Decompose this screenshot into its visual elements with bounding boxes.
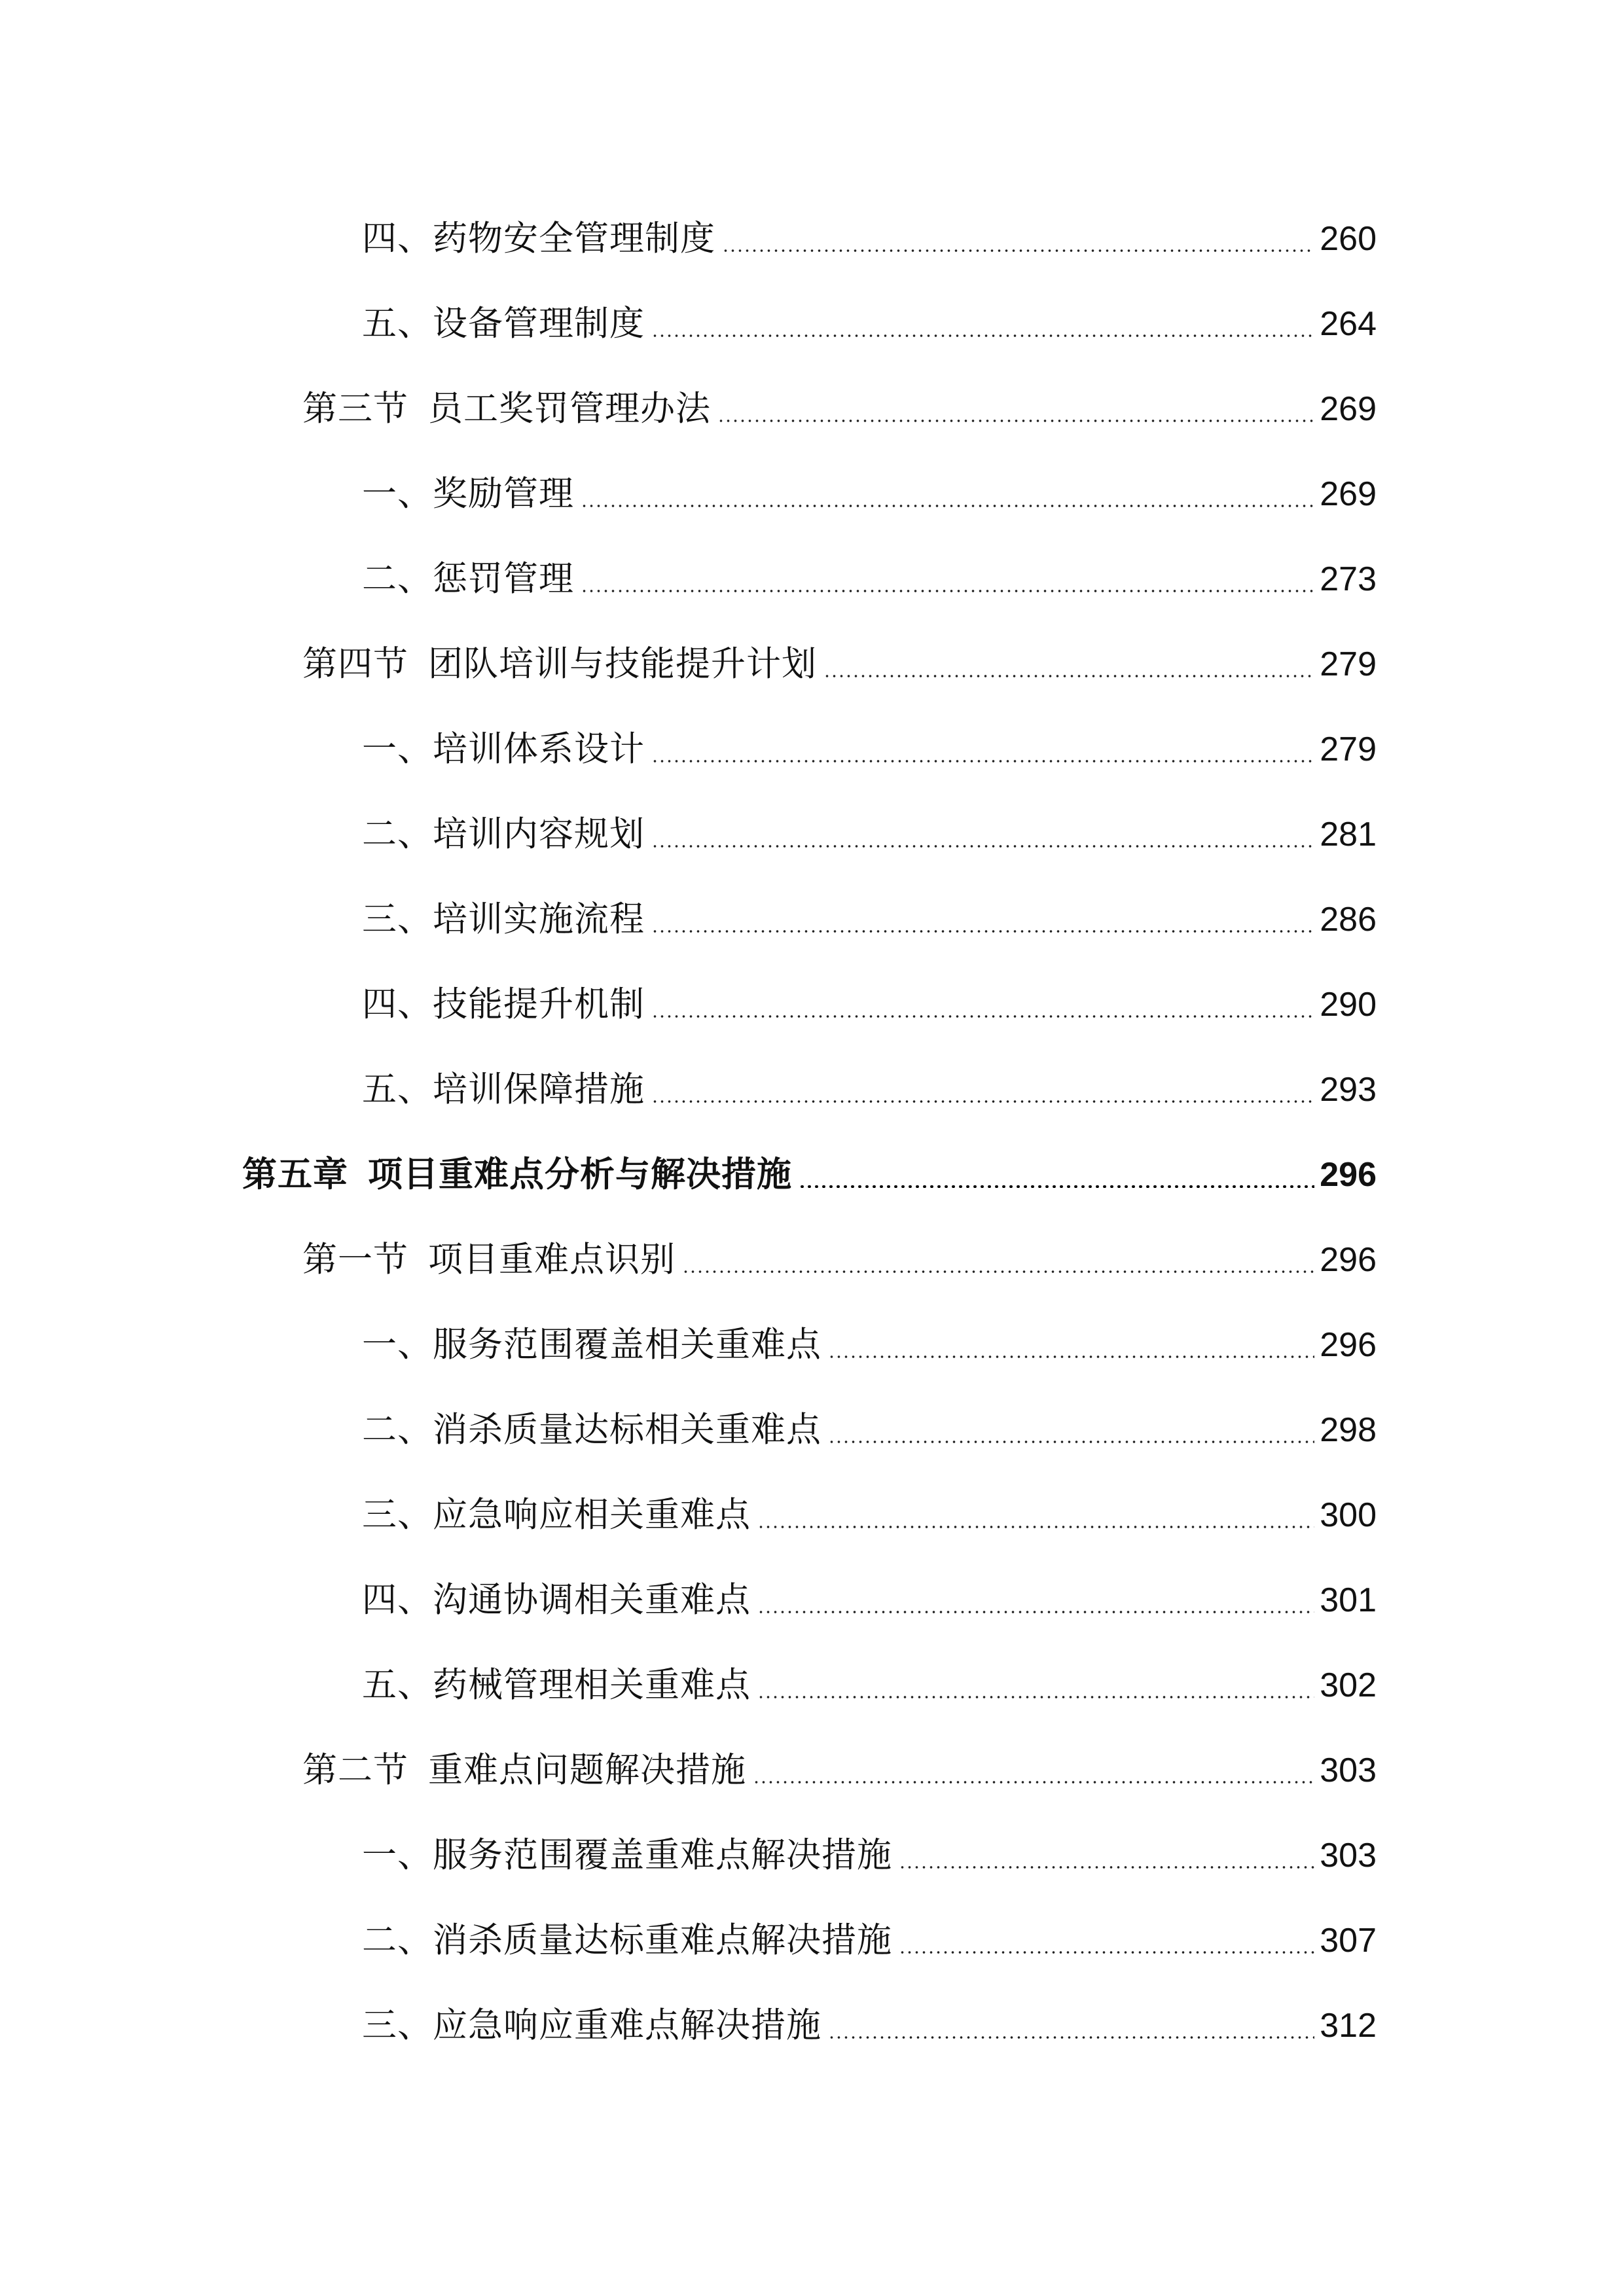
toc-entry-number: 一、 — [362, 474, 433, 514]
toc-entry-title: 培训内容规划 — [433, 814, 645, 854]
toc-entry[interactable] — [362, 893, 1377, 946]
toc-entry-page: 273 — [1320, 560, 1377, 598]
toc-entry-number: 五、 — [362, 1069, 433, 1109]
toc-entry[interactable] — [362, 1319, 1377, 1371]
toc-entry-page: 296 — [1320, 1326, 1377, 1364]
toc-entry-number: 第五章 — [242, 1155, 348, 1194]
toc-entry-number: 五、 — [362, 1665, 433, 1705]
toc-entry-title: 应急响应重难点解决措施 — [433, 2005, 821, 2045]
toc-entry-number: 二、 — [362, 1920, 433, 1960]
toc-entry[interactable] — [362, 1914, 1377, 1967]
toc-entry-page: 281 — [1320, 816, 1377, 853]
toc-entry-title: 员工奖罚管理办法 — [428, 389, 711, 429]
toc-entry-label — [242, 1149, 792, 1201]
toc-entry-page: 303 — [1320, 1751, 1377, 1789]
dot-leader — [722, 249, 1314, 252]
toc-entry-chapter[interactable] — [242, 1149, 1377, 1201]
toc-entry-page: 307 — [1320, 1922, 1377, 1960]
toc-entry-number: 第一节 — [302, 1240, 408, 1280]
toc-entry-title: 团队培训与技能提升计划 — [428, 644, 817, 684]
dot-leader — [581, 590, 1314, 592]
toc-entry-title: 应急响应相关重难点 — [433, 1495, 751, 1535]
toc-entry-page: 269 — [1320, 390, 1377, 428]
toc-entry-title: 项目重难点识别 — [428, 1240, 676, 1280]
toc-entry-number: 一、 — [362, 1325, 433, 1365]
toc-entry-label — [362, 893, 645, 946]
dot-leader — [899, 1951, 1314, 1954]
toc-entry-number: 二、 — [362, 814, 433, 854]
dot-leader — [828, 1355, 1314, 1358]
dot-leader — [899, 1866, 1314, 1869]
toc-entry-number: 三、 — [362, 899, 433, 939]
dot-leader — [651, 1100, 1314, 1103]
toc-entry-label — [362, 468, 574, 520]
toc-entry-title: 惩罚管理 — [433, 559, 574, 599]
toc-entry-title: 药物安全管理制度 — [433, 219, 715, 259]
dot-leader — [581, 505, 1314, 507]
toc-entry-number: 第四节 — [302, 644, 408, 684]
dot-leader — [828, 2036, 1314, 2039]
dot-leader — [757, 1696, 1314, 1698]
toc-entry[interactable] — [302, 383, 1377, 435]
toc-entry-title: 培训体系设计 — [433, 729, 645, 769]
toc-entry-number: 第二节 — [302, 1750, 408, 1790]
toc-entry-page: 269 — [1320, 475, 1377, 513]
toc-entry-title: 重难点问题解决措施 — [428, 1750, 746, 1790]
dot-leader — [753, 1781, 1314, 1784]
toc-entry-label — [362, 1404, 821, 1456]
toc-entry-page: 290 — [1320, 986, 1377, 1024]
toc-entry-page: 286 — [1320, 901, 1377, 939]
toc-entry-page: 312 — [1320, 2007, 1377, 2045]
toc-entry[interactable] — [302, 638, 1377, 691]
dot-leader — [799, 1185, 1314, 1188]
toc-entry-label — [362, 1829, 892, 1882]
toc-entry[interactable] — [302, 1744, 1377, 1797]
toc-entry-title: 培训保障措施 — [433, 1069, 645, 1109]
toc-entry-title: 设备管理制度 — [433, 304, 645, 344]
dot-leader — [757, 1526, 1314, 1528]
dot-leader — [651, 845, 1314, 848]
toc-entry-page: 279 — [1320, 645, 1377, 683]
toc-entry-number: 五、 — [362, 304, 433, 344]
toc-entry-title: 培训实施流程 — [433, 899, 645, 939]
toc-entry[interactable] — [362, 298, 1377, 350]
toc-entry-label — [362, 978, 645, 1031]
toc-entry[interactable] — [362, 213, 1377, 265]
toc-entry[interactable] — [362, 1489, 1377, 1541]
toc-entry-number: 四、 — [362, 984, 433, 1024]
toc-entry-label — [362, 298, 645, 350]
toc-entry[interactable] — [362, 1574, 1377, 1626]
toc-entry[interactable] — [362, 1064, 1377, 1116]
toc-entry-page: 303 — [1320, 1837, 1377, 1874]
toc-entry-label — [362, 1064, 645, 1116]
toc-entry-page: 300 — [1320, 1496, 1377, 1534]
toc-entry[interactable] — [362, 1404, 1377, 1456]
toc-entry-page: 279 — [1320, 730, 1377, 768]
toc-entry[interactable] — [362, 723, 1377, 776]
toc-entry-label — [362, 1659, 751, 1712]
toc-entry[interactable] — [362, 468, 1377, 520]
toc-entry-title: 消杀质量达标相关重难点 — [433, 1410, 821, 1450]
dot-leader — [682, 1270, 1314, 1273]
dot-leader — [651, 930, 1314, 933]
toc-entry-page: 293 — [1320, 1071, 1377, 1109]
toc-entry-title: 奖励管理 — [433, 474, 574, 514]
toc-entry-label — [362, 1914, 892, 1967]
dot-leader — [823, 675, 1314, 677]
toc-entry-label — [302, 1234, 676, 1286]
toc-entry-page: 296 — [1320, 1156, 1377, 1194]
dot-leader — [651, 1015, 1314, 1018]
dot-leader — [717, 420, 1314, 422]
toc-entry-label — [362, 1319, 821, 1371]
toc-entry-page: 302 — [1320, 1666, 1377, 1704]
toc-entry-label — [362, 808, 645, 861]
toc-entry-title: 消杀质量达标重难点解决措施 — [433, 1920, 892, 1960]
toc-entry-label — [302, 638, 817, 691]
toc-entry-page: 264 — [1320, 305, 1377, 343]
toc-entry-number: 第三节 — [302, 389, 408, 429]
dot-leader — [828, 1441, 1314, 1443]
toc-entry-number: 二、 — [362, 1410, 433, 1450]
toc-entry-label — [302, 1744, 746, 1797]
toc-entry-label — [362, 723, 645, 776]
toc-entry-label — [362, 213, 715, 265]
toc-entry-title: 沟通协调相关重难点 — [433, 1580, 751, 1620]
toc-entry-number: 一、 — [362, 1835, 433, 1875]
toc-entry[interactable] — [362, 553, 1377, 605]
toc-entry[interactable] — [362, 2000, 1377, 2052]
dot-leader — [651, 760, 1314, 762]
toc-entry[interactable] — [362, 1659, 1377, 1712]
toc-entry-number: 三、 — [362, 1495, 433, 1535]
toc-entry-title: 服务范围覆盖重难点解决措施 — [433, 1835, 892, 1875]
dot-leader — [651, 334, 1314, 337]
toc-entry[interactable] — [302, 1234, 1377, 1286]
toc-entry-title: 技能提升机制 — [433, 984, 645, 1024]
toc-entry[interactable] — [362, 978, 1377, 1031]
toc-entry-number: 四、 — [362, 219, 433, 259]
toc-entry[interactable] — [362, 1829, 1377, 1882]
dot-leader — [757, 1611, 1314, 1613]
toc-entry-label — [302, 383, 711, 435]
toc-entry-label — [362, 1574, 751, 1626]
toc-entry-page: 260 — [1320, 220, 1377, 258]
toc-entry-page: 296 — [1320, 1241, 1377, 1279]
toc-entry-page: 298 — [1320, 1411, 1377, 1449]
toc-entry-label — [362, 2000, 821, 2052]
toc-entry-label — [362, 1489, 751, 1541]
toc-entry-title: 服务范围覆盖相关重难点 — [433, 1325, 821, 1365]
toc-entry-page: 301 — [1320, 1581, 1377, 1619]
toc-entry[interactable] — [362, 808, 1377, 861]
toc-entry-number: 一、 — [362, 729, 433, 769]
toc-entry-label — [362, 553, 574, 605]
toc-entry-number: 四、 — [362, 1580, 433, 1620]
toc-entry-title: 药械管理相关重难点 — [433, 1665, 751, 1705]
toc-entry-number: 二、 — [362, 559, 433, 599]
toc-entry-title: 项目重难点分析与解决措施 — [368, 1155, 792, 1194]
toc-entry-number: 三、 — [362, 2005, 433, 2045]
